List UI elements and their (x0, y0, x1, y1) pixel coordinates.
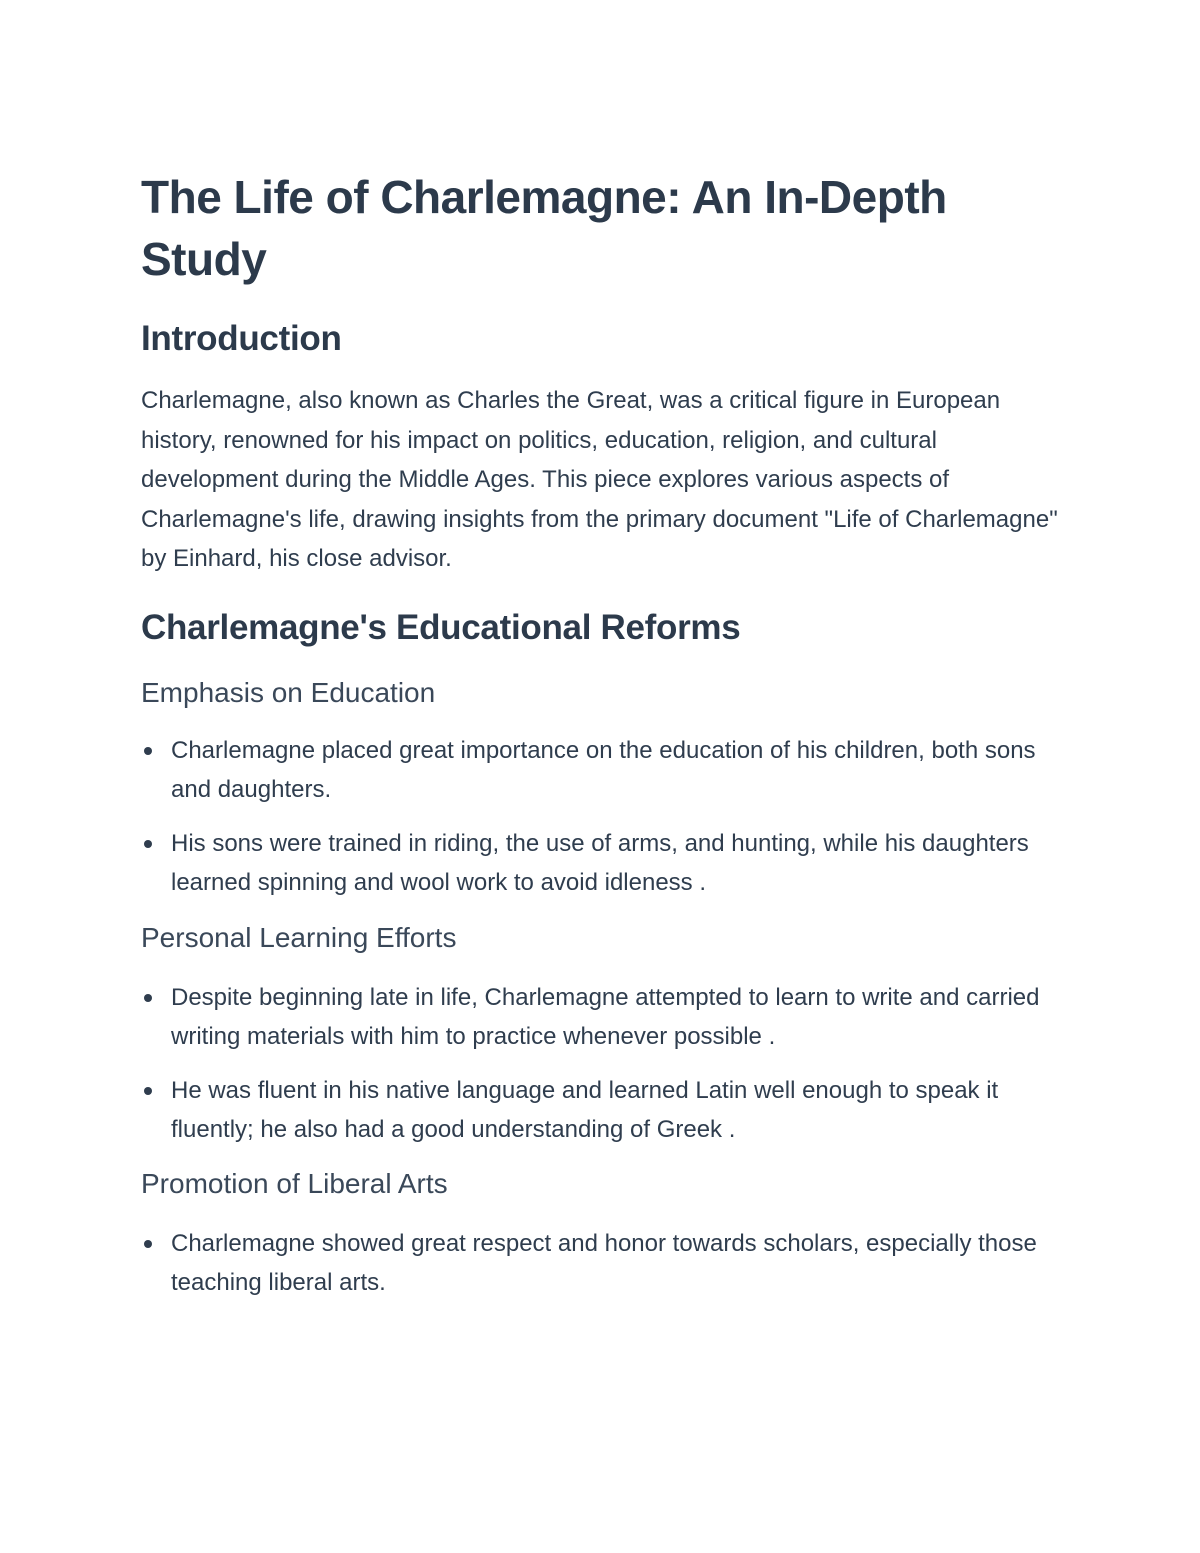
bullet-dot-icon (144, 1087, 152, 1095)
emphasis-on-education-heading: Emphasis on Education (141, 676, 436, 708)
personal-learning-efforts-heading: Personal Learning Efforts (141, 921, 457, 953)
list-item-text: His sons were trained in riding, the use of arms, and hunting, while his daughters learned spinning and wool work to avoid idleness . (171, 829, 1029, 896)
list-item (141, 824, 1061, 903)
bullet-dot-icon (144, 994, 152, 1002)
introduction-heading: Introduction (141, 319, 342, 358)
bullet-dot-icon (144, 1240, 152, 1248)
list-item (141, 1224, 1061, 1303)
bullet-dot-icon (144, 840, 152, 848)
list-item-text: He was fluent in his native language and learned Latin well enough to speak it fluently; he also had a good understanding of Greek . (171, 1076, 999, 1143)
bullet-dot-icon (144, 747, 152, 755)
promotion-of-liberal-arts-heading: Promotion of Liberal Arts (141, 1167, 448, 1199)
list-item (141, 731, 1061, 810)
document-title: The Life of Charlemagne: An In-Depth Study (141, 171, 947, 285)
list-item (141, 1071, 1061, 1150)
document-page (141, 166, 1061, 1303)
list-item (141, 978, 1061, 1057)
personal-learning-efforts-list (141, 978, 1061, 1150)
promotion-of-liberal-arts-list (141, 1224, 1061, 1303)
introduction-paragraph: Charlemagne, also known as Charles the Great, was a critical figure in European history, renowned for his impact on politics, education, religion, and cultural development during the Middle Ages. This piece explores various aspects of Charlemagne's life, drawing insights from the primary document "Life of Charlemagne" by Einhard, his close advisor. (141, 387, 1058, 572)
educational-reforms-heading: Charlemagne's Educational Reforms (141, 607, 741, 647)
list-item-text: Charlemagne placed great importance on the education of his children, both sons and daughters. (171, 736, 1036, 803)
emphasis-on-education-list (141, 731, 1061, 903)
list-item-text: Despite beginning late in life, Charlemagne attempted to learn to write and carried writing materials with him to practice whenever possible . (171, 983, 1040, 1050)
list-item-text: Charlemagne showed great respect and honor towards scholars, especially those teaching liberal arts. (171, 1229, 1037, 1296)
